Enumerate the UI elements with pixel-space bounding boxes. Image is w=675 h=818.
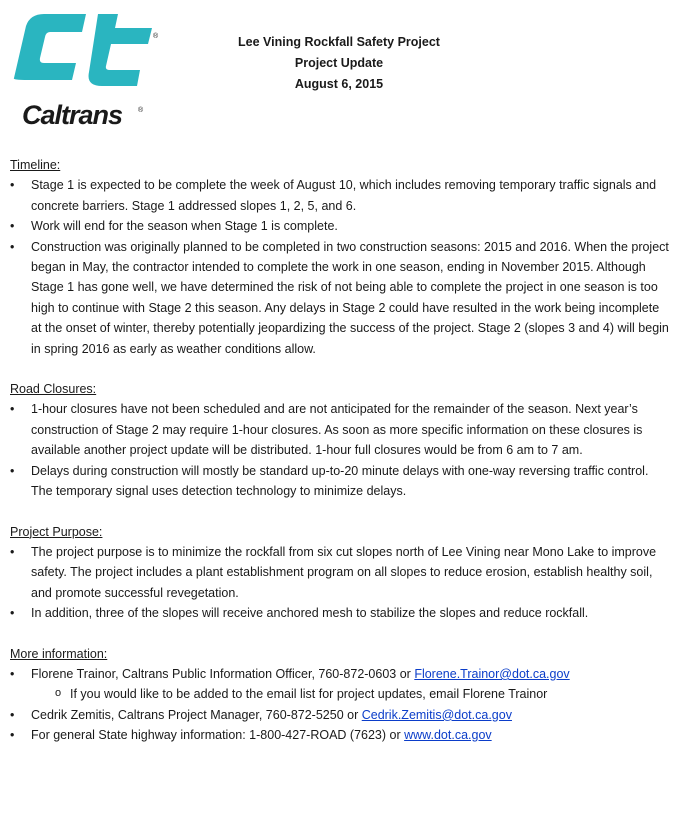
caltrans-logo [6,8,166,128]
timeline-section [10,155,670,359]
update-subtitle: Project Update [294,56,384,70]
road-closures-item: • 1-hour closures have not been scheduled and are not anticipated for the remainder of the season. Next year’s construction of Stage 2 may require 1-hour closures. As soon as more specific information on these closures is available another project update will be distributed. 1-hour full closures would be from 6 am to 7 am. [10,399,670,460]
document-body [10,155,670,766]
logo-registered-mark: ® [138,107,144,114]
logo-registered-mark-top: ® [153,33,159,40]
cedrik-email-link[interactable]: Cedrik.Zemitis@dot.ca.gov [361,707,512,722]
project-purpose-list [10,542,670,624]
road-closures-item: • Delays during construction will mostly be standard up-to-20 minute delays with one-way reversing traffic control. The temporary signal uses detection technology to minimize delays. [10,461,670,502]
logo-c-shape [14,14,86,80]
project-title: Lee Vining Rockfall Safety Project [238,35,440,49]
caltrans-website-link[interactable]: www.dot.ca.gov [404,728,492,743]
general-info-item [10,725,670,745]
logo-wordmark: Caltrans [22,100,123,128]
general-info-text: For general State highway information: 1-800-427-ROAD (7623) or [31,728,405,743]
logo-t-shape [89,14,152,86]
road-closures-section [10,379,670,501]
timeline-item: • Work will end for the season when Stage 1 is complete. [10,216,670,236]
contact-florene-item [10,664,670,684]
road-closures-list [10,399,670,501]
road-closures-heading: Road Closures: [10,382,97,397]
caltrans-logo-mark [6,8,166,128]
update-date: August 6, 2015 [294,77,384,91]
more-information-list [10,664,670,746]
more-information-section [10,644,670,746]
florene-email-link[interactable]: Florene.Trainor@dot.ca.gov [414,666,570,681]
timeline-list [10,175,670,359]
project-purpose-heading: Project Purpose: [10,524,103,539]
timeline-heading: Timeline: [10,158,61,172]
email-list-note: o If you would like to be added to the email list for project updates, email Florene Trainor [10,684,670,704]
more-information-heading: More information: [10,646,108,661]
project-purpose-section [10,522,670,624]
timeline-item: • Construction was originally planned to be completed in two construction seasons: 2015 and 2016. When the project began in May, the contractor intended to complete the work in one season, ending in November 2015. Although Stage 1 has gone well, we have determined the risk of not being able to complete the project in one season is too high to continue with Stage 2 this season. Any delays in Stage 2 could have resulted in the work being incomplete at the onset of winter, thereby potentially jeopardizing the success of the project. Stage 2 (slopes 3 and 4) will begin in spring 2016 as early as weather conditions allow. [10,237,670,359]
contact-cedrik-item [10,705,670,725]
project-purpose-item: • The project purpose is to minimize the rockfall from six cut slopes north of Lee Vining near Mono Lake to improve safety. The project includes a plant establishment program on all slopes to reduce erosion, establish healthy soil, and promote successful revegetation. [10,542,670,603]
project-purpose-item: • In addition, three of the slopes will receive anchored mesh to stabilize the slopes and reduce rockfall. [10,603,670,623]
document-title [200,32,478,95]
contact-cedrik-text: Cedrik Zemitis, Caltrans Project Manager, 760-872-5250 or [31,707,362,722]
timeline-item: • Stage 1 is expected to be complete the week of August 10, which includes removing temporary traffic signals and concrete barriers. Stage 1 addressed slopes 1, 2, 5, and 6. [10,175,670,216]
contact-florene-text: Florene Trainor, Caltrans Public Information Officer, 760-872-0603 or [31,666,415,681]
